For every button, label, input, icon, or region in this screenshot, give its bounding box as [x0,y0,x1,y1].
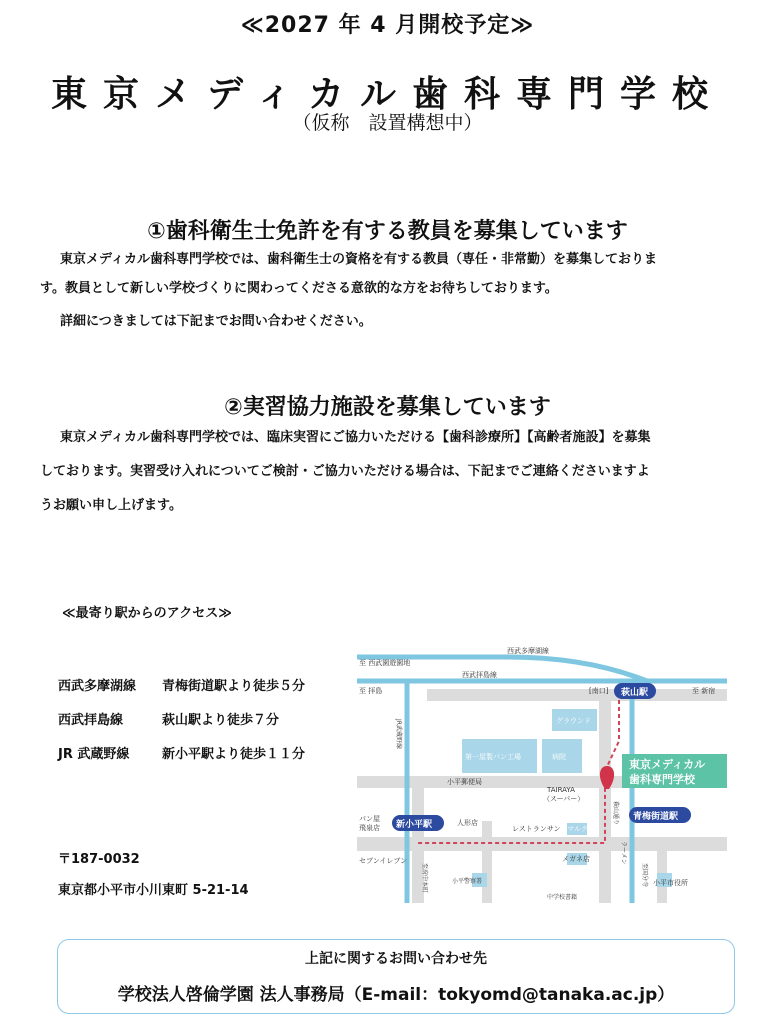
page-subtitle: （仮称 設置構想中） [292,112,483,134]
map-label: 至 西武園遊園地 [359,659,411,667]
route-line: 西武拝島線 [58,713,124,728]
section2-line: しております。実習受け入れについてご検討・ご協力いただける場合は、下記までご連絡くださいますよ [40,464,650,479]
section2-line: うお願い申し上げます。 [40,498,182,513]
contact-body: 学校法人啓倫学園 法人事務局（E-mail：tokyomd@tanaka.ac.jp） [117,985,675,1005]
map-label: 小平郵便局 [447,778,482,786]
map-label: セブンイレブン [359,857,408,865]
access-map [357,641,727,903]
section1-line: 詳細につきましては下記までお問い合わせください。 [60,314,372,329]
map-label: 新小平駅 [396,820,433,830]
map-label: 第一屋製パン工場 [465,753,521,761]
route-line: JR 武蔵野線 [58,747,130,762]
map-label: 人形店 [457,819,478,827]
contact-heading: 上記に関するお問い合わせ先 [305,951,487,967]
postal-code: 〒187-0032 [58,852,140,867]
map-label: 萩山駅 [621,688,649,698]
map-label: グラウンド [556,717,591,725]
map-label: 至府中本町 [421,863,428,894]
opening-date: ≪2027 年 4 月開校予定≫ [240,13,535,38]
road [482,821,492,903]
map-label: 東京メディカル [629,758,706,771]
map-label: 青梅街道駅 [633,812,679,822]
map-label: 至 拝島 [359,687,383,695]
map-label: 至国分寺 [641,863,648,888]
map-label: 小平警察署 [452,878,483,885]
map-label: 歯科専門学校 [629,773,695,786]
map-label: ラーメン [620,841,627,865]
route-detail: 青梅街道駅より徒歩５分 [162,679,306,694]
access-heading: ≪最寄り駅からのアクセス≫ [62,606,232,621]
section1-heading: ①歯科衛生士免許を有する教員を募集しています [147,219,628,244]
contact-box [57,939,735,1014]
route-detail: 新小平駅より徒歩１１分 [162,747,306,762]
map-label: メガネ店 [562,855,590,863]
map-label: 中学校書籍 [547,894,578,901]
map-label: （スーパー） [543,795,585,803]
map-label: 小平市役所 [653,879,688,887]
route-detail: 萩山駅より徒歩７分 [162,713,280,728]
map-label: [南口] [589,687,609,695]
map-label: 病院 [552,753,566,761]
map-label: 萩山通り [612,801,619,826]
section1-line: 東京メディカル歯科専門学校では、歯科衛生士の資格を有する教員（専任・非常勤）を募集しておりま [60,252,657,267]
section2-line: 東京メディカル歯科専門学校では、臨床実習にご協力いただける【歯科診療所】【高齢者施設】を募集 [60,430,651,445]
map-label: 飛泉店 [359,824,380,832]
map-label: 至 新宿 [692,687,716,695]
map-label: TAIRAYA [547,786,575,794]
map-label: レストランサン [512,825,561,833]
section1-line: す。教員として新しい学校づくりに関わってくださる意欲的な方をお待ちしております。 [40,281,558,296]
section2-heading: ②実習協力施設を募集しています [224,395,551,420]
road [427,689,727,701]
route-line: 西武多摩湖線 [58,679,137,694]
map-label: 西武多摩湖線 [507,647,549,655]
map-label: マルク [567,825,588,833]
page-title: 東京メディカル歯科専門学校 [50,74,725,115]
address: 東京都小平市小川東町 5-21-14 [58,883,249,898]
map-label: 西武拝島線 [462,671,497,679]
map-label: JR武蔵野線 [395,719,402,749]
map-label: パン屋 [359,815,380,823]
